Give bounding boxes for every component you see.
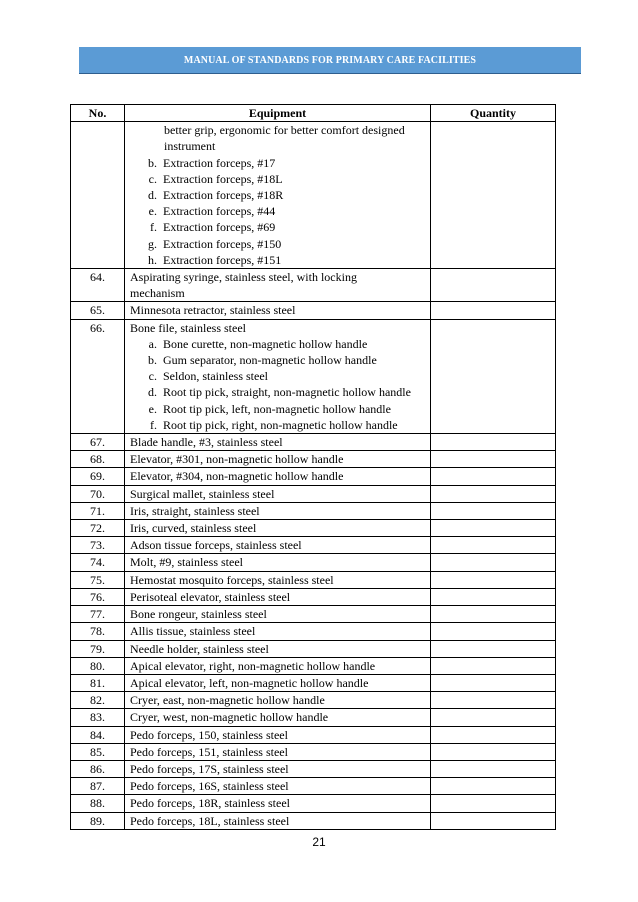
cell-no: 68. xyxy=(71,451,125,468)
table-row xyxy=(71,554,556,571)
equipment-line: Aspirating syringe, stainless steel, with locking xyxy=(130,270,357,285)
table-row xyxy=(71,502,556,519)
column-header-equipment: Equipment xyxy=(125,105,431,122)
table-row xyxy=(71,319,556,433)
table-row xyxy=(71,434,556,451)
cell-no: 87. xyxy=(71,778,125,795)
cell-no: 85. xyxy=(71,743,125,760)
table-row xyxy=(71,451,556,468)
cell-equipment: Molt, #9, stainless steel xyxy=(125,554,431,571)
table-header-row xyxy=(71,105,556,122)
cell-quantity xyxy=(431,302,556,319)
table-row xyxy=(71,812,556,829)
sub-item-text: Extraction forceps, #17 xyxy=(163,155,276,170)
sub-item xyxy=(130,384,425,400)
cell-quantity xyxy=(431,122,556,269)
sub-item-letter: c. xyxy=(148,369,157,384)
sub-item xyxy=(130,236,425,252)
cell-no: 83. xyxy=(71,709,125,726)
cell-equipment: Pedo forceps, 18R, stainless steel xyxy=(125,795,431,812)
cell-quantity xyxy=(431,743,556,760)
table-row xyxy=(71,606,556,623)
table-row xyxy=(71,778,556,795)
column-header-no: No. xyxy=(71,105,125,122)
cell-quantity xyxy=(431,726,556,743)
cell-no: 67. xyxy=(71,434,125,451)
sub-item xyxy=(130,352,425,368)
cell-no: 70. xyxy=(71,485,125,502)
sub-item-text: Extraction forceps, #69 xyxy=(163,220,276,235)
table-row xyxy=(71,485,556,502)
cell-no: 74. xyxy=(71,554,125,571)
cell-equipment: Surgical mallet, stainless steel xyxy=(125,485,431,502)
cell-no: 72. xyxy=(71,520,125,537)
cell-equipment: Pedo forceps, 16S, stainless steel xyxy=(125,778,431,795)
cell-quantity xyxy=(431,468,556,485)
table-row xyxy=(71,726,556,743)
cell-quantity xyxy=(431,795,556,812)
table-row xyxy=(71,657,556,674)
cell-equipment: Elevator, #304, non-magnetic hollow handle xyxy=(125,468,431,485)
sub-item-letter: d. xyxy=(148,385,157,400)
sub-item xyxy=(130,171,425,187)
equipment-table xyxy=(70,104,556,830)
sub-item-letter: f. xyxy=(150,220,157,235)
table-row xyxy=(71,537,556,554)
sub-item xyxy=(130,401,425,417)
cell-no: 65. xyxy=(71,302,125,319)
page-number: 21 xyxy=(312,835,326,849)
sub-item-text: Root tip pick, right, non-magnetic hollow handle xyxy=(163,417,398,432)
table-row-continuation xyxy=(71,122,556,269)
cell-equipment: Bone rongeur, stainless steel xyxy=(125,606,431,623)
cell-no: 71. xyxy=(71,502,125,519)
cell-quantity xyxy=(431,485,556,502)
cell-quantity xyxy=(431,709,556,726)
cell-equipment: Blade handle, #3, stainless steel xyxy=(125,434,431,451)
cell-quantity xyxy=(431,434,556,451)
cell-no: 84. xyxy=(71,726,125,743)
cell-equipment: Apical elevator, right, non-magnetic hollow handle xyxy=(125,657,431,674)
table-row xyxy=(71,269,556,302)
cell-equipment xyxy=(125,319,431,433)
table-row xyxy=(71,588,556,605)
sub-item xyxy=(130,368,425,384)
cell-equipment xyxy=(125,269,431,302)
sub-item-text: Extraction forceps, #18R xyxy=(163,188,284,203)
sub-item-letter: f. xyxy=(150,417,157,432)
table-row xyxy=(71,302,556,319)
continuation-line: better grip, ergonomic for better comfort designed xyxy=(164,123,405,138)
sub-item-letter: e. xyxy=(148,401,157,416)
cell-no: 76. xyxy=(71,588,125,605)
cell-quantity xyxy=(431,674,556,691)
sub-item-text: Gum separator, non-magnetic hollow handle xyxy=(163,353,377,368)
equipment-title: Bone file, stainless steel xyxy=(130,320,246,335)
sub-item-letter: d. xyxy=(148,188,157,203)
table-row xyxy=(71,571,556,588)
cell-quantity xyxy=(431,554,556,571)
cell-no: 77. xyxy=(71,606,125,623)
cell-quantity xyxy=(431,606,556,623)
table-row xyxy=(71,795,556,812)
cell-quantity xyxy=(431,657,556,674)
cell-quantity xyxy=(431,319,556,433)
cell-equipment: Pedo forceps, 150, stainless steel xyxy=(125,726,431,743)
sub-item xyxy=(130,203,425,219)
sub-item xyxy=(130,155,425,171)
cell-quantity xyxy=(431,269,556,302)
cell-quantity xyxy=(431,571,556,588)
table-row xyxy=(71,743,556,760)
sub-item-letter: b. xyxy=(148,155,157,170)
cell-equipment: Apical elevator, left, non-magnetic hollow handle xyxy=(125,674,431,691)
cell-no: 69. xyxy=(71,468,125,485)
cell-quantity xyxy=(431,778,556,795)
cell-quantity xyxy=(431,760,556,777)
sub-item xyxy=(130,252,425,268)
table-row xyxy=(71,709,556,726)
sub-item-text: Extraction forceps, #18L xyxy=(163,171,283,186)
continuation-line: instrument xyxy=(164,139,216,154)
table-row xyxy=(71,520,556,537)
sub-item-text: Extraction forceps, #150 xyxy=(163,236,282,251)
sub-item-letter: h. xyxy=(148,252,157,267)
cell-no xyxy=(71,122,125,269)
cell-quantity xyxy=(431,692,556,709)
table-row xyxy=(71,640,556,657)
cell-quantity xyxy=(431,812,556,829)
cell-equipment: Pedo forceps, 151, stainless steel xyxy=(125,743,431,760)
cell-no: 89. xyxy=(71,812,125,829)
sub-item xyxy=(130,336,425,352)
sub-item-letter: g. xyxy=(148,236,157,251)
cell-equipment: Elevator, #301, non-magnetic hollow handle xyxy=(125,451,431,468)
cell-equipment: Iris, curved, stainless steel xyxy=(125,520,431,537)
cell-equipment: Needle holder, stainless steel xyxy=(125,640,431,657)
sub-item-letter: a. xyxy=(148,336,157,351)
header-banner xyxy=(79,47,581,74)
cell-no: 66. xyxy=(71,319,125,433)
cell-equipment: Cryer, west, non-magnetic hollow handle xyxy=(125,709,431,726)
cell-quantity xyxy=(431,451,556,468)
table-row xyxy=(71,692,556,709)
cell-equipment: Cryer, east, non-magnetic hollow handle xyxy=(125,692,431,709)
sub-item-letter: c. xyxy=(148,171,157,186)
sub-item-text: Extraction forceps, #151 xyxy=(163,252,282,267)
cell-equipment: Pedo forceps, 17S, stainless steel xyxy=(125,760,431,777)
cell-equipment: Iris, straight, stainless steel xyxy=(125,502,431,519)
cell-quantity xyxy=(431,502,556,519)
header-title: MANUAL OF STANDARDS FOR PRIMARY CARE FACILITIES xyxy=(183,54,477,66)
sub-item-text: Root tip pick, straight, non-magnetic hollow handle xyxy=(163,385,411,400)
cell-no: 75. xyxy=(71,571,125,588)
cell-equipment: Adson tissue forceps, stainless steel xyxy=(125,537,431,554)
table-row xyxy=(71,468,556,485)
cell-equipment xyxy=(125,122,431,269)
cell-no: 79. xyxy=(71,640,125,657)
table-row xyxy=(71,674,556,691)
equipment-line: mechanism xyxy=(130,286,185,301)
cell-equipment: Allis tissue, stainless steel xyxy=(125,623,431,640)
sub-item xyxy=(130,219,425,235)
sub-item xyxy=(130,187,425,203)
table-row xyxy=(71,760,556,777)
cell-quantity xyxy=(431,520,556,537)
sub-item-text: Root tip pick, left, non-magnetic hollow handle xyxy=(163,401,391,416)
cell-quantity xyxy=(431,640,556,657)
cell-quantity xyxy=(431,537,556,554)
table-row xyxy=(71,623,556,640)
cell-no: 81. xyxy=(71,674,125,691)
sub-item-letter: e. xyxy=(148,204,157,219)
cell-equipment: Minnesota retractor, stainless steel xyxy=(125,302,431,319)
cell-no: 88. xyxy=(71,795,125,812)
cell-equipment: Hemostat mosquito forceps, stainless steel xyxy=(125,571,431,588)
cell-equipment: Perisoteal elevator, stainless steel xyxy=(125,588,431,605)
cell-no: 73. xyxy=(71,537,125,554)
sub-item xyxy=(130,417,425,433)
cell-quantity xyxy=(431,623,556,640)
sub-item-text: Bone curette, non-magnetic hollow handle xyxy=(163,336,368,351)
sub-item-text: Extraction forceps, #44 xyxy=(163,204,276,219)
cell-no: 64. xyxy=(71,269,125,302)
cell-quantity xyxy=(431,588,556,605)
cell-no: 82. xyxy=(71,692,125,709)
sub-item-text: Seldon, stainless steel xyxy=(163,369,268,384)
sub-item-letter: b. xyxy=(148,353,157,368)
cell-equipment: Pedo forceps, 18L, stainless steel xyxy=(125,812,431,829)
cell-no: 86. xyxy=(71,760,125,777)
cell-no: 80. xyxy=(71,657,125,674)
column-header-quantity: Quantity xyxy=(431,105,556,122)
cell-no: 78. xyxy=(71,623,125,640)
